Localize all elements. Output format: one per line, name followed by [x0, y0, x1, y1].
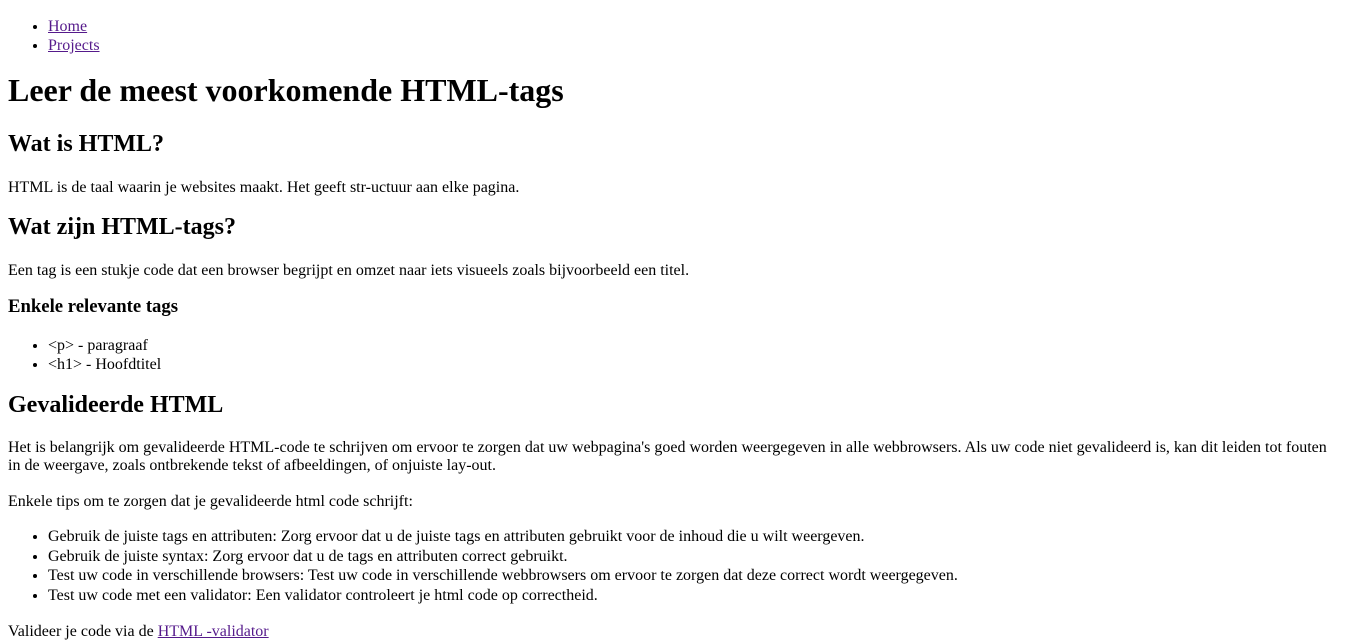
page-title: Leer de meest voorkomende HTML-tags	[8, 72, 564, 108]
nav-item-home	[48, 17, 1341, 36]
list-item: • Gebruik de juiste tags en attributen: Zorg ervoor dat u de juiste tags en attributen gebruikt voor de inhoud die u wilt weergeven.	[48, 527, 1341, 547]
list-item: • Gebruik de juiste syntax: Zorg ervoor dat u de tags en attributen correct gebruikt.	[48, 547, 1341, 567]
paragraph-what-are-tags: Een tag is een stukje code dat een browser begrijpt en omzet naar iets visueels zoals bijvoorbeeld een titel.	[8, 262, 690, 279]
nav-item-projects	[48, 36, 1341, 55]
paragraph-validated-html: Het is belangrijk om gevalideerde HTML-code te schrijven om ervoor te zorgen dat uw webpagina's goed worden weergegeven in alle webbrowsers. Als uw code niet gevalideerd is, kan dit leiden tot fouten in de weergave, zoals ontbrekende tekst of afbeeldingen, of onjuiste lay-out.	[8, 439, 1327, 474]
paragraph-validator	[8, 622, 1341, 641]
nav-link-projects[interactable]: Projects	[48, 37, 100, 54]
validator-link[interactable]: HTML -validator	[157, 623, 269, 640]
nav-link-home[interactable]: Home	[48, 18, 88, 35]
list-item: • Test uw code met een validator: Een validator controleert je html code op correctheid.	[48, 586, 1341, 606]
list-item: • Test uw code in verschillende browsers: Test uw code in verschillende webbrowsers om ervoor te zorgen dat deze correct wordt weergegeven.	[48, 566, 1341, 586]
heading-what-are-tags: Wat zijn HTML-tags?	[8, 214, 236, 240]
validator-prefix: Valideer je code via de	[8, 623, 158, 640]
list-item: • <h1> - Hoofdtitel	[48, 355, 1341, 374]
heading-validated-html: Gevalideerde HTML	[8, 392, 224, 418]
list-item: • <p> - paragraaf	[48, 336, 1341, 355]
nav-list	[8, 0, 1341, 55]
tips-list	[8, 527, 1341, 605]
heading-what-is-html: Wat is HTML?	[8, 131, 165, 157]
relevant-tags-list	[8, 336, 1341, 374]
paragraph-what-is-html: HTML is de taal waarin je websites maakt. Het geeft str-uctuur aan elke pagina.	[8, 179, 520, 196]
heading-relevant-tags: Enkele relevante tags	[8, 296, 179, 317]
paragraph-tips-intro: Enkele tips om te zorgen dat je gevalideerde html code schrijft:	[8, 493, 413, 510]
